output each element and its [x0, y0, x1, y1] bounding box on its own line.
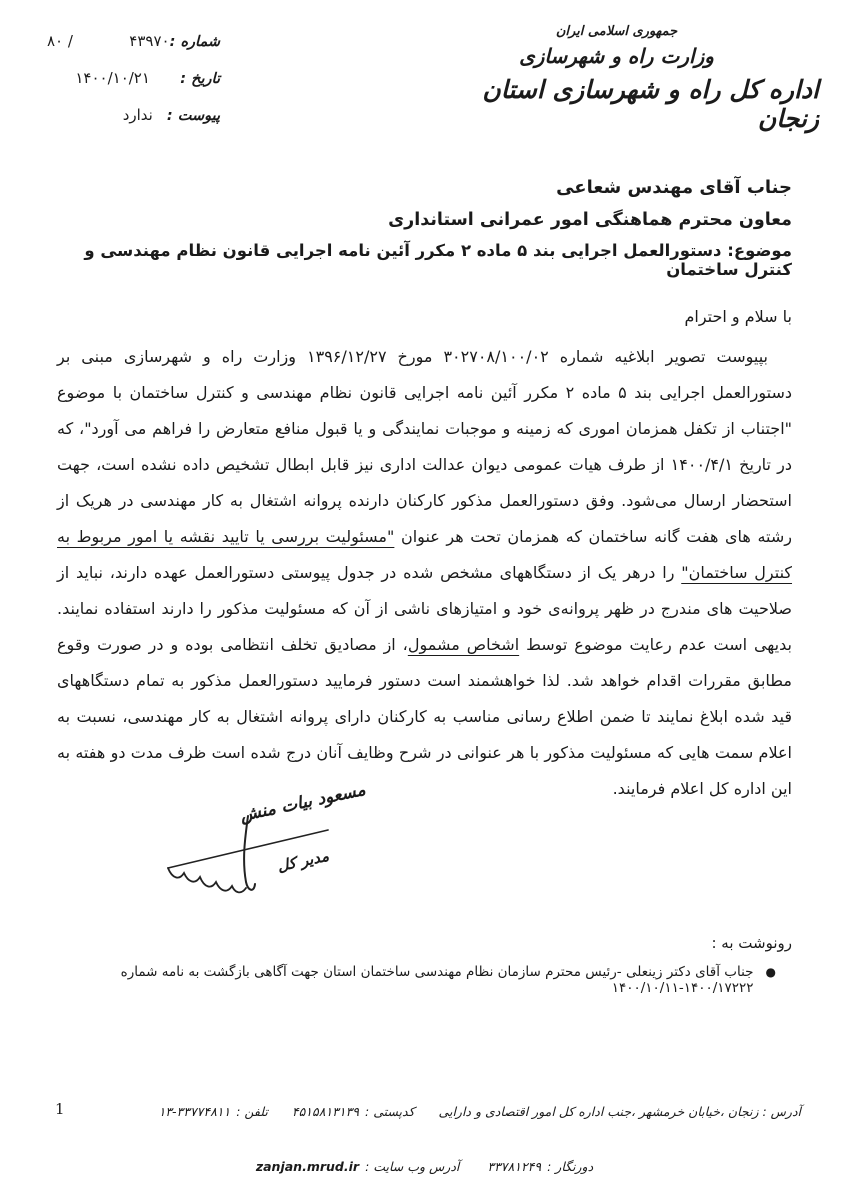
number-value — [45, 32, 170, 50]
phone-label: تلفن : — [236, 1104, 268, 1119]
footer-address: آدرس : زنجان ،خیابان خرمشهر ،جنب اداره کل امور اقتصادی و دارایی — [438, 1104, 801, 1119]
attachment-value: ندارد — [122, 106, 153, 124]
meta-row-date — [45, 69, 220, 92]
body-segment-2: را درهر یک از دستگاههای مشخص شده در جدول پیوستی دستورالعمل عهده دارند، نباید از صلاحیت های مندرج در ظهر پروانه‌ی خود و امتیازهای ناشی از آن که مسئولیت مذکور را دارند استفاده نمایند. بدیهی است عدم رعایت موضوع توسط — [57, 563, 792, 654]
letterhead — [414, 24, 819, 133]
footer-contact-line — [120, 1104, 801, 1119]
recipient-block — [57, 177, 792, 279]
footer-website — [256, 1159, 460, 1174]
recipient-name: جناب آقای مهندس شعاعی — [556, 177, 792, 198]
signature-title: مدیر کل — [275, 846, 331, 876]
body-segment-1: بپیوست تصویر ابلاغیه شماره ۳۰۲۷۰۸/۱۰۰/۰۲ مورخ ۱۳۹۶/۱۲/۲۷ وزارت راه و شهرسازی مبنی بر دستورالعمل اجرایی بند ۵ ماده ۲ مکرر آئین نامه اجرایی قانون نظام مهندسی و کنترل ساختمان با موضوع "اجتناب از تکفل همزمان اموری که زمینه و موجبات نمایندگی و یا قبول منافع متعارض را فراهم می آورد"، که در تاریخ ۱۴۰۰/۴/۱ از طرف هیات عمومی دیوان عدالت اداری نیز قابل ابطال تشخیص داده نشده است، جهت استحضار ارسال می‌شود. وفق دستورالعمل مذکور کارکنان دارنده پروانه اشتغال به کار مهندسی در هریک از رشته های هفت گانه ساختمان که همزمان تحت هر عنوان — [57, 347, 793, 546]
website-value: zanjan.mrud.ir — [255, 1159, 360, 1174]
date-value: ۱۴۰۰/۱۰/۲۱ — [75, 69, 150, 87]
fax-label: دورنگار : — [547, 1159, 594, 1174]
signature-name: مسعود بیات منش — [238, 779, 368, 827]
salutation: با سلام و احترام — [684, 307, 792, 326]
footer-fax — [487, 1159, 593, 1174]
letterhead-country-line: جمهوری اسلامی ایران — [555, 24, 678, 39]
cc-item-text: جناب آقای دکتر زینعلی -رئیس محترم سازمان نظام مهندسی ساختمان استان جهت آگاهی بازگشت به نامه شماره ۱۴۰۰/۱۷۲۲۲-۱۴۰۰/۱۰/۱۱ — [120, 964, 754, 996]
cc-heading: رونوشت به : — [711, 934, 792, 952]
date-label: تاریخ : — [180, 71, 220, 87]
postal-label: کدپستی : — [365, 1104, 415, 1119]
underlined-phrase-included-persons: اشخاص مشمول — [407, 635, 520, 654]
underlined-phrase-responsibility: "مسئولیت بررسی یا تایید نقشه یا امور مربوط به کنترل ساختمان" — [57, 527, 793, 582]
website-label: آدرس وب سایت : — [365, 1159, 460, 1174]
fax-value: ۳۳۷۸۱۲۴۹ — [487, 1159, 542, 1174]
footer-phone — [159, 1104, 268, 1119]
footer-fax-web-line — [0, 1159, 849, 1174]
letterhead-ministry-line: وزارت راه و شهرسازی — [519, 44, 714, 68]
cc-section — [57, 934, 792, 996]
letter-meta-block — [45, 32, 220, 143]
phone-value: ۱۳-۳۳۷۷۴۸۱۱ — [158, 1104, 231, 1119]
letterhead-office-line: اداره کل راه و شهرسازی استان زنجان — [482, 75, 819, 133]
bullet-icon: ● — [765, 965, 776, 979]
footer-postal — [292, 1104, 415, 1119]
page-number: 1 — [55, 1100, 65, 1118]
postal-value: ۴۵۱۵۸۱۳۱۳۹ — [291, 1104, 360, 1119]
cc-list-item — [57, 964, 792, 996]
signature-block — [158, 779, 373, 910]
subject-line: موضوع: دستورالعمل اجرایی بند ۵ ماده ۲ مکرر آئین نامه اجرایی قانون نظام مهندسی و کنترل ساختمان — [84, 241, 792, 279]
number-main: ۴۳۹۷۰ — [129, 32, 170, 50]
meta-row-attachment — [45, 106, 220, 129]
body-paragraph — [57, 339, 792, 807]
body-segment-3: ، از مصادیق تخلف انتظامی بوده و در صورت وقوع مطابق مقررات اقدام خواهد شد. لذا خواهشمند است دستور فرمایید دستورالعمل مذکور به تمام دستگاههای قید شده ابلاغ نمایند تا ضمن اطلاع رسانی مناسب به کارکنان دارای پروانه اشتغال به کار مهندسی، نسبت به اعلام سمت هایی که مسئولیت مذکور با هر عنوانی در شرح وظایف آنان درج شده است ظرف مدت دو هفته به این اداره کل اعلام فرمایند. — [57, 635, 792, 798]
number-suffix: / ۸۰ — [47, 32, 73, 50]
meta-row-number — [45, 32, 220, 55]
number-label: شماره : — [169, 34, 220, 50]
recipient-title: معاون محترم هماهنگی امور عمرانی استانداری — [388, 210, 792, 230]
attachment-label: پیوست : — [166, 108, 220, 124]
